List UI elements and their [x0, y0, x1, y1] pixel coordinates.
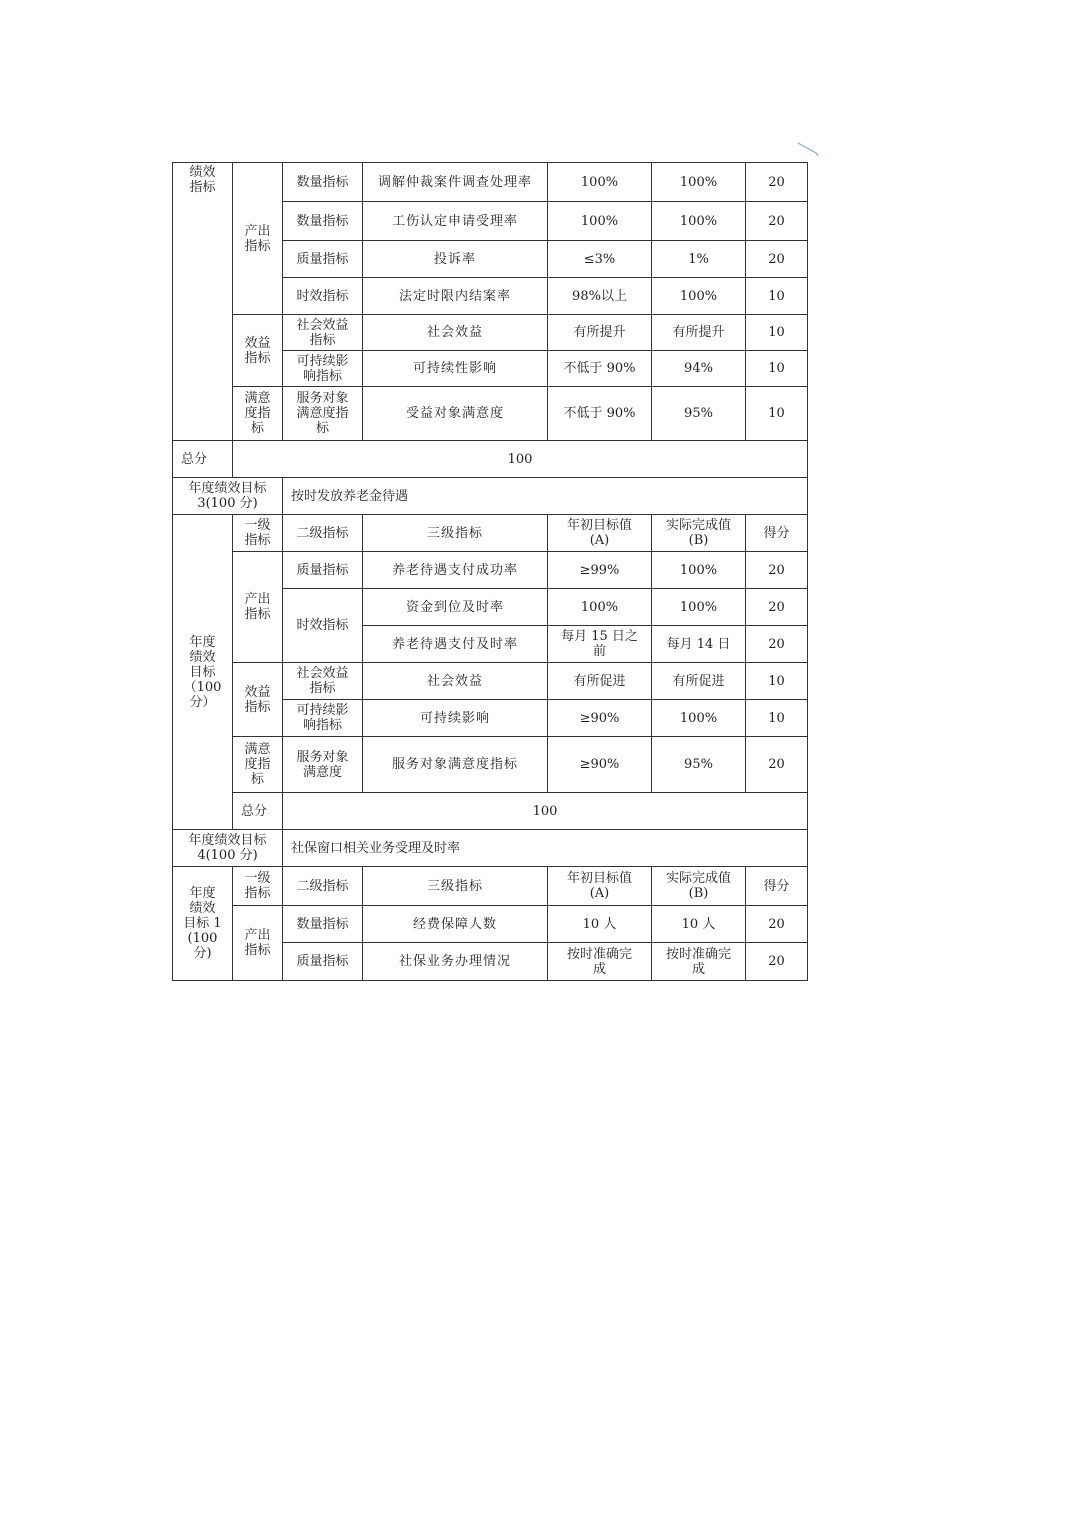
score: 20 [746, 241, 808, 278]
score: 10 [746, 351, 808, 387]
level2-cell: 质量指标 [283, 552, 363, 589]
table-row [173, 906, 808, 943]
level1-label: 效益 指标 [233, 315, 283, 387]
table-row [173, 663, 808, 700]
header-level1: 一级 指标 [233, 867, 283, 906]
header-level1: 一级 指标 [233, 515, 283, 552]
group-label: 年度 绩效 目标 1 (100 分) [173, 867, 233, 981]
level2-cell: 数量指标 [283, 906, 363, 943]
header-level3: 三级指标 [363, 515, 548, 552]
level2-cell: 质量指标 [283, 241, 363, 278]
table-row [173, 387, 808, 441]
score: 10 [746, 663, 808, 700]
level3-cell: 服务对象满意度指标 [363, 737, 548, 793]
level3-cell: 资金到位及时率 [363, 589, 548, 626]
header-score: 得分 [746, 515, 808, 552]
level2-cell: 服务对象 满意度指 标 [283, 387, 363, 441]
level2-cell: 服务对象 满意度 [283, 737, 363, 793]
level3-cell: 投诉率 [363, 241, 548, 278]
level2-cell: 时效指标 [283, 589, 363, 663]
goal-description: 按时发放养老金待遇 [283, 478, 808, 515]
score: 20 [746, 589, 808, 626]
header-target: 年初目标值 (A) [548, 867, 652, 906]
score: 10 [746, 700, 808, 737]
level1-label: 满意 度指 标 [233, 387, 283, 441]
target-value: 有所促进 [548, 663, 652, 700]
total-row [173, 441, 808, 478]
level2-cell: 社会效益 指标 [283, 663, 363, 700]
goal-title: 年度绩效目标 4(100 分) [173, 830, 283, 867]
header-row [173, 515, 808, 552]
level2-cell: 社会效益 指标 [283, 315, 363, 351]
level1-label: 效益 指标 [233, 663, 283, 737]
total-label: 总分 [233, 793, 283, 830]
target-value: 100% [548, 163, 652, 202]
target-value: ≥90% [548, 737, 652, 793]
actual-value: 95% [652, 737, 746, 793]
level3-cell: 调解仲裁案件调查处理率 [363, 163, 548, 202]
level3-cell: 社会效益 [363, 663, 548, 700]
target-value: 10 人 [548, 906, 652, 943]
actual-value: 94% [652, 351, 746, 387]
scan-artifact-mark [796, 141, 820, 157]
level3-cell: 养老待遇支付及时率 [363, 626, 548, 663]
level2-cell: 数量指标 [283, 202, 363, 241]
goal-title: 年度绩效目标 3(100 分) [173, 478, 283, 515]
header-level2: 二级指标 [283, 515, 363, 552]
target-value: 98%以上 [548, 278, 652, 315]
header-actual: 实际完成值 (B) [652, 867, 746, 906]
header-score: 得分 [746, 867, 808, 906]
table-row [173, 552, 808, 589]
actual-value: 100% [652, 700, 746, 737]
level3-cell: 受益对象满意度 [363, 387, 548, 441]
header-target: 年初目标值 (A) [548, 515, 652, 552]
actual-value: 100% [652, 589, 746, 626]
actual-value: 有所提升 [652, 315, 746, 351]
header-level3: 三级指标 [363, 867, 548, 906]
score: 20 [746, 906, 808, 943]
score: 10 [746, 278, 808, 315]
actual-value: 100% [652, 552, 746, 589]
header-actual: 实际完成值 (B) [652, 515, 746, 552]
level3-cell: 养老待遇支付成功率 [363, 552, 548, 589]
level3-cell: 可持续性影响 [363, 351, 548, 387]
target-value: 每月 15 日之 前 [548, 626, 652, 663]
target-value: ≤3% [548, 241, 652, 278]
score: 20 [746, 626, 808, 663]
score: 20 [746, 943, 808, 981]
total-value: 100 [283, 793, 808, 830]
target-value: 不低于 90% [548, 387, 652, 441]
level2-cell: 可持续影 响指标 [283, 700, 363, 737]
actual-value: 100% [652, 278, 746, 315]
target-value: 100% [548, 202, 652, 241]
level3-cell: 工伤认定申请受理率 [363, 202, 548, 241]
target-value: 按时准确完 成 [548, 943, 652, 981]
table-row [173, 163, 808, 202]
actual-value: 有所促进 [652, 663, 746, 700]
performance-indicator-table [172, 162, 808, 981]
level1-label: 产出 指标 [233, 906, 283, 981]
header-row [173, 867, 808, 906]
goal-description: 社保窗口相关业务受理及时率 [283, 830, 808, 867]
total-value: 100 [233, 441, 808, 478]
score: 10 [746, 387, 808, 441]
actual-value: 95% [652, 387, 746, 441]
group-label: 绩效 指标 [173, 163, 233, 441]
goal-title-row [173, 478, 808, 515]
score: 20 [746, 737, 808, 793]
table-row [173, 737, 808, 793]
target-value: 100% [548, 589, 652, 626]
score: 10 [746, 315, 808, 351]
level3-cell: 社保业务办理情况 [363, 943, 548, 981]
target-value: 有所提升 [548, 315, 652, 351]
actual-value: 每月 14 日 [652, 626, 746, 663]
total-row [173, 793, 808, 830]
level3-cell: 法定时限内结案率 [363, 278, 548, 315]
target-value: ≥90% [548, 700, 652, 737]
level2-cell: 质量指标 [283, 943, 363, 981]
level2-cell: 数量指标 [283, 163, 363, 202]
target-value: ≥99% [548, 552, 652, 589]
level1-label: 产出 指标 [233, 163, 283, 315]
actual-value: 100% [652, 202, 746, 241]
level1-label: 产出 指标 [233, 552, 283, 663]
level3-cell: 经费保障人数 [363, 906, 548, 943]
level3-cell: 可持续影响 [363, 700, 548, 737]
group-label: 年度 绩效 目标 （100 分） [173, 515, 233, 830]
goal-title-row [173, 830, 808, 867]
target-value: 不低于 90% [548, 351, 652, 387]
score: 20 [746, 163, 808, 202]
actual-value: 10 人 [652, 906, 746, 943]
actual-value: 100% [652, 163, 746, 202]
actual-value: 按时准确完 成 [652, 943, 746, 981]
actual-value: 1% [652, 241, 746, 278]
header-level2: 二级指标 [283, 867, 363, 906]
score: 20 [746, 202, 808, 241]
level2-cell: 可持续影 响指标 [283, 351, 363, 387]
level1-label: 满意 度指 标 [233, 737, 283, 793]
table-row [173, 315, 808, 351]
level3-cell: 社会效益 [363, 315, 548, 351]
total-label: 总分 [173, 441, 233, 478]
level2-cell: 时效指标 [283, 278, 363, 315]
score: 20 [746, 552, 808, 589]
